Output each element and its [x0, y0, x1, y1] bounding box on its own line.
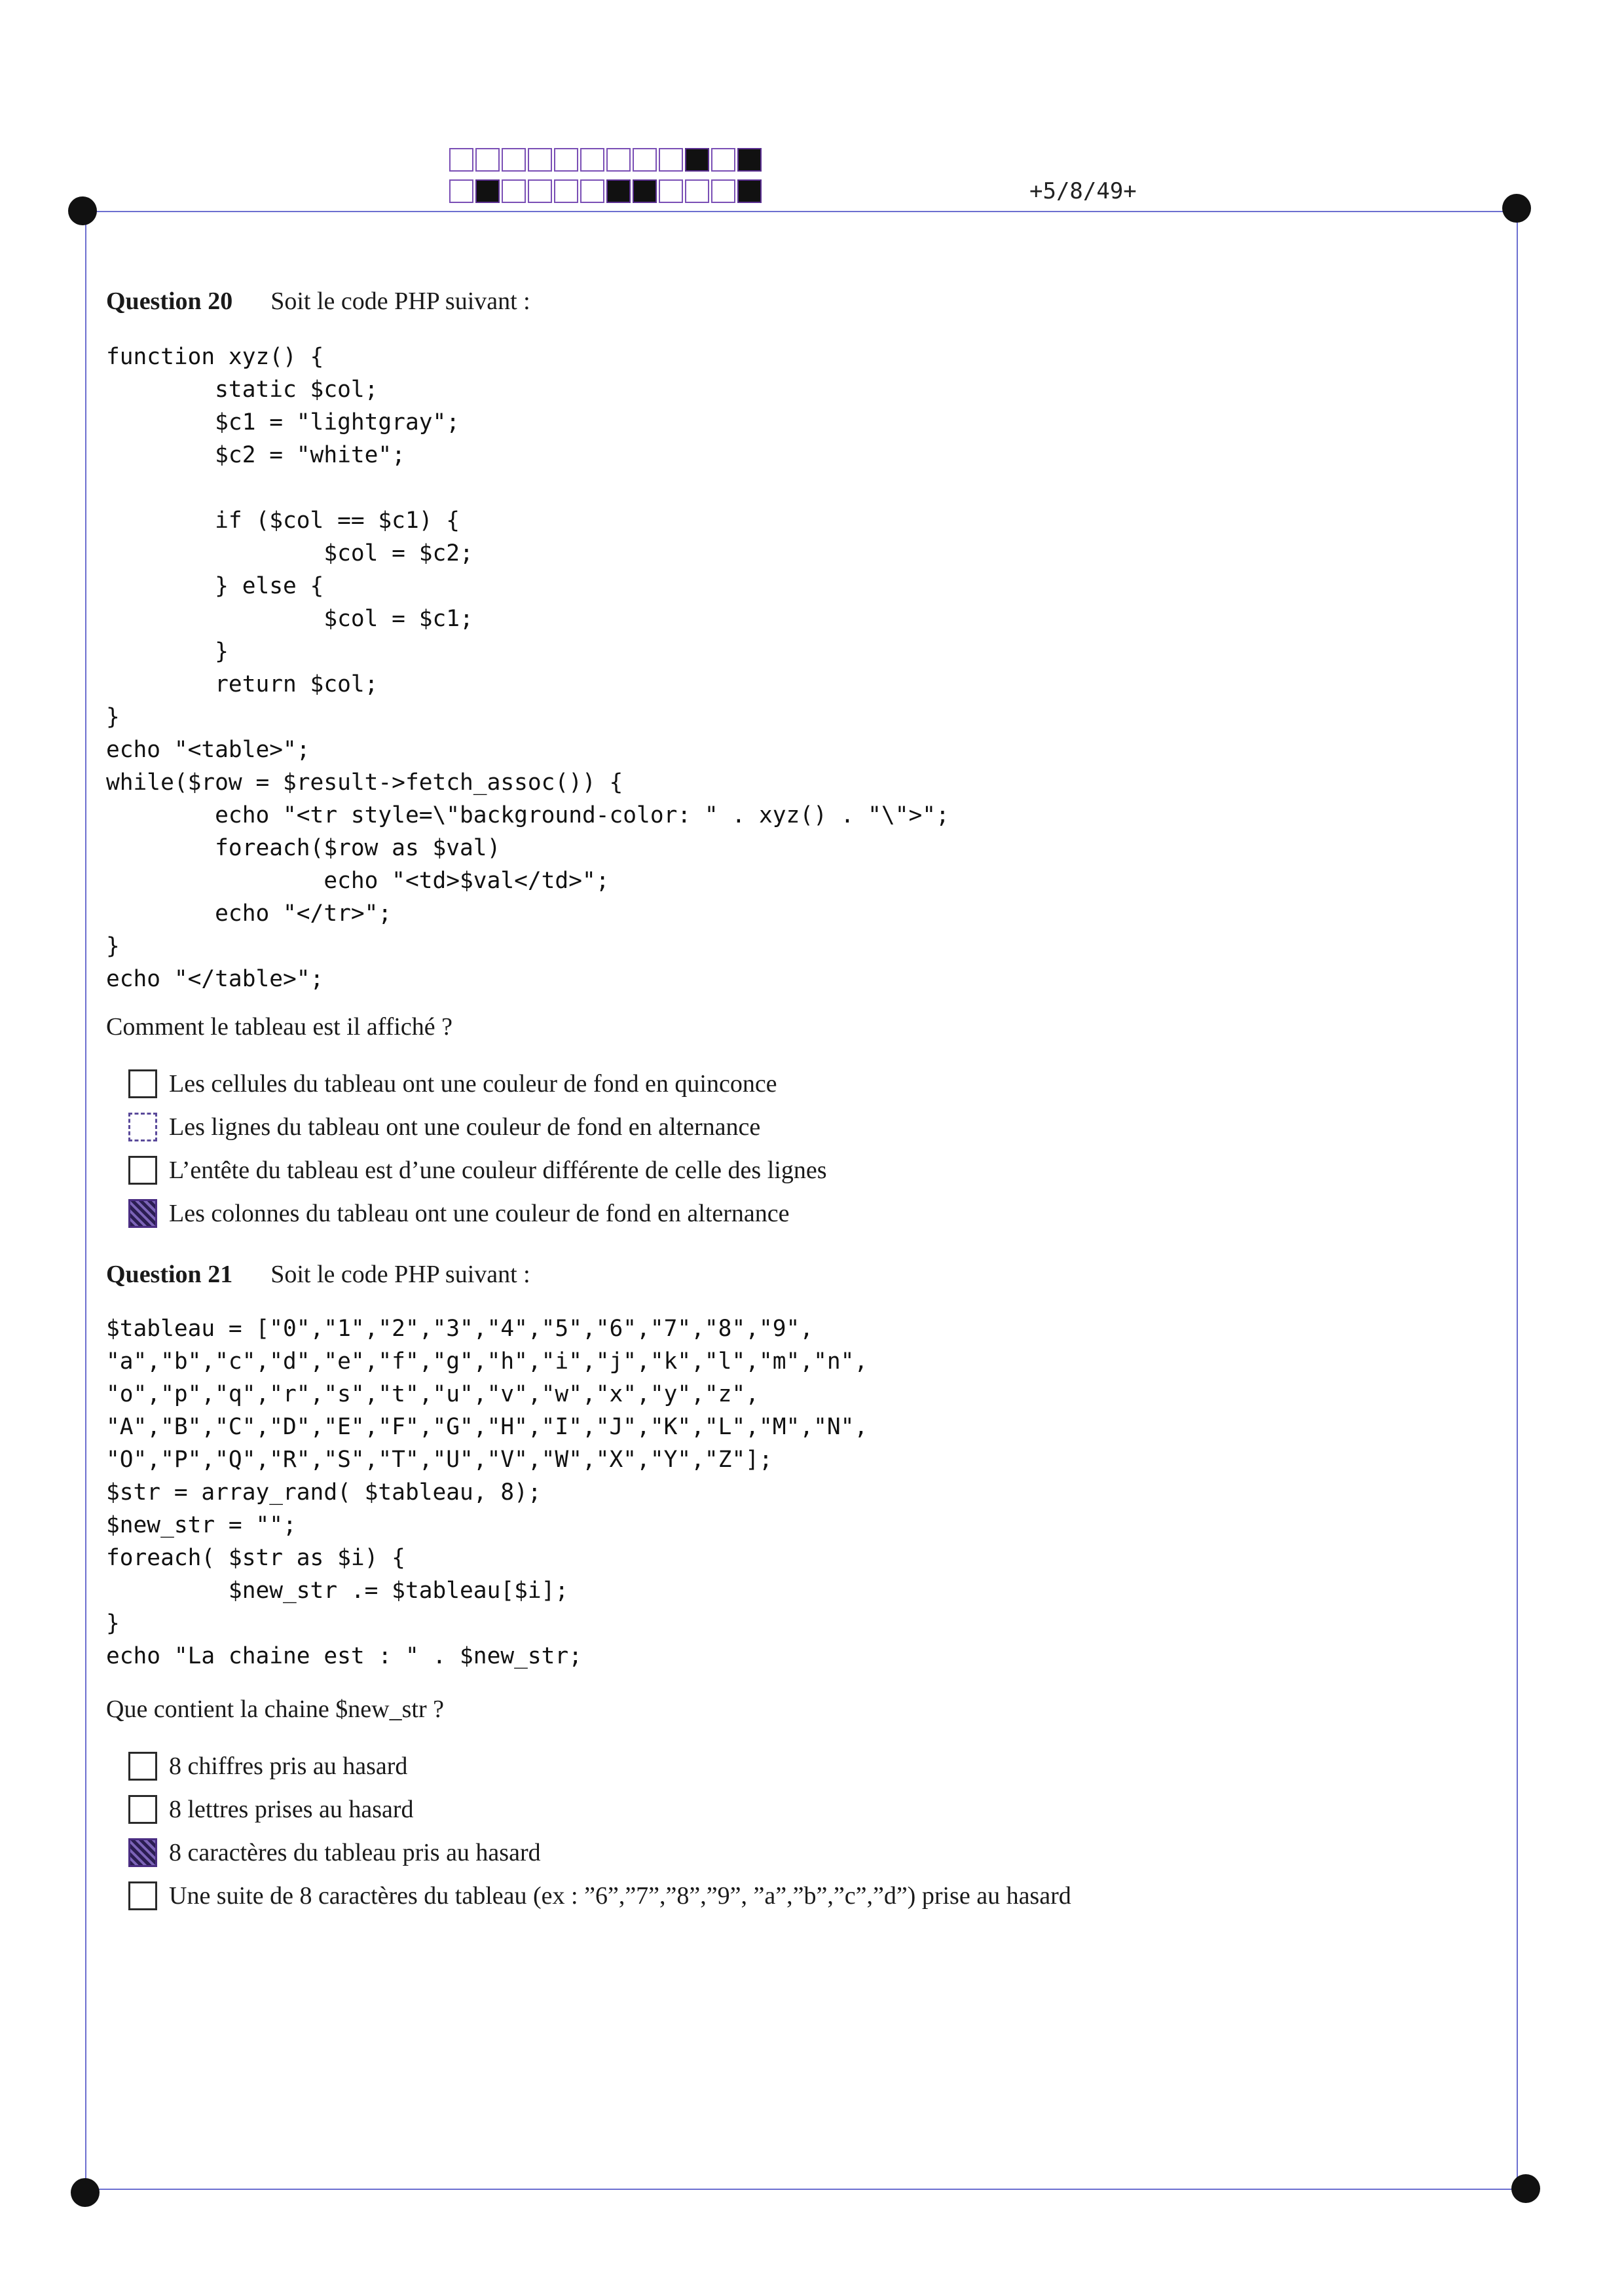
registration-mark-bottom-left: [71, 2178, 100, 2207]
answer-checkbox[interactable]: [128, 1113, 157, 1141]
id-code-cell: [659, 179, 683, 203]
id-code-cell: [475, 148, 500, 172]
registration-mark-top-right: [1502, 194, 1531, 223]
id-code-cell: [554, 179, 578, 203]
answer-option[interactable]: [128, 1745, 1071, 1788]
id-code-cell: [737, 148, 762, 172]
registration-mark-top-left: [68, 196, 97, 225]
answer-option[interactable]: [128, 1874, 1071, 1917]
id-code-cell: [711, 148, 735, 172]
frame-right-line: [1517, 211, 1518, 2189]
id-code-cell: [685, 148, 709, 172]
question-20-prompt: Comment le tableau est il affiché ?: [106, 1013, 452, 1041]
answer-label: 8 lettres prises au hasard: [169, 1796, 414, 1823]
answer-option[interactable]: [128, 1149, 826, 1192]
page-code: +5/8/49+: [1029, 178, 1137, 204]
id-code-cell: [580, 179, 604, 203]
question-intro: Soit le code PHP suivant :: [270, 287, 530, 315]
id-code-cell: [502, 179, 526, 203]
answer-option[interactable]: [128, 1192, 826, 1235]
id-code-row: [449, 179, 762, 206]
answer-label: 8 chiffres pris au hasard: [169, 1752, 408, 1780]
id-code-cell: [711, 179, 735, 203]
id-code-cell: [633, 148, 657, 172]
question-21-header: [106, 1260, 530, 1289]
id-code-cell: [449, 148, 473, 172]
question-20-options: [128, 1062, 826, 1235]
question-21-options: [128, 1745, 1071, 1917]
id-code-row: [449, 148, 762, 174]
id-code-cell: [737, 179, 762, 203]
registration-mark-bottom-right: [1511, 2174, 1540, 2203]
question-intro: Soit le code PHP suivant :: [270, 1261, 530, 1288]
frame-top-line: [85, 211, 1517, 212]
answer-option[interactable]: [128, 1062, 826, 1105]
answer-option[interactable]: [128, 1831, 1071, 1874]
answer-checkbox[interactable]: [128, 1199, 157, 1228]
id-code-cell: [633, 179, 657, 203]
id-code-cell: [554, 148, 578, 172]
id-code-cell: [606, 148, 631, 172]
answer-option[interactable]: [128, 1105, 826, 1149]
id-code-cell: [449, 179, 473, 203]
answer-checkbox[interactable]: [128, 1795, 157, 1824]
question-20-code: function xyz() { static $col; $c1 = "lightgray"; $c2 = "white"; if ($col == $c1) { $col = $c2; } else { $col = $c1; } return $col; } echo "<table>"; while($row = $result->fetch_assoc()) { echo "<tr style=\"background-color: " . xyz() . "\">"; foreach($row as $val) echo "<td>$val</td>"; echo "</tr>"; } echo "</table>";: [106, 344, 950, 992]
answer-option[interactable]: [128, 1788, 1071, 1831]
id-code-cell: [606, 179, 631, 203]
answer-checkbox[interactable]: [128, 1156, 157, 1185]
question-number: Question 20: [106, 287, 233, 315]
answer-checkbox[interactable]: [128, 1881, 157, 1910]
answer-checkbox[interactable]: [128, 1069, 157, 1098]
question-20-header: [106, 287, 530, 316]
id-code-cell: [528, 179, 552, 203]
answer-label: Une suite de 8 caractères du tableau (ex : ”6”,”7”,”8”,”9”, ”a”,”b”,”c”,”d”) prise au hasard: [169, 1882, 1071, 1910]
question-number: Question 21: [106, 1261, 233, 1288]
answer-label: Les lignes du tableau ont une couleur de fond en alternance: [169, 1113, 761, 1141]
answer-label: 8 caractères du tableau pris au hasard: [169, 1839, 541, 1866]
frame-left-line: [85, 211, 86, 2189]
answer-label: Les colonnes du tableau ont une couleur de fond en alternance: [169, 1200, 790, 1227]
question-21-code: $tableau = ["0","1","2","3","4","5","6","7","8","9", "a","b","c","d","e","f","g","h","i","j","k","l","m","n", "o","p","q","r","s","t","u","v","w","x","y","z", "A","B","C","D","E","F","G","H","I","J","K","L","M","N", "O","P","Q","R","S","T","U","V","W","X","Y","Z"]; $str = array_rand( $tableau, 8); $new_str = ""; foreach( $str as $i) { $new_str .= $tableau[$i]; } echo "La chaine est : " . $new_str;: [106, 1316, 868, 1669]
student-id-code: [449, 148, 762, 211]
id-code-cell: [528, 148, 552, 172]
question-21-prompt: Que contient la chaine $new_str ?: [106, 1695, 444, 1723]
id-code-cell: [580, 148, 604, 172]
answer-checkbox[interactable]: [128, 1838, 157, 1867]
id-code-cell: [659, 148, 683, 172]
frame-bottom-line: [85, 2189, 1526, 2190]
answer-label: L’entête du tableau est d’une couleur différente de celle des lignes: [169, 1157, 827, 1184]
id-code-cell: [685, 179, 709, 203]
id-code-cell: [475, 179, 500, 203]
answer-checkbox[interactable]: [128, 1752, 157, 1781]
id-code-cell: [502, 148, 526, 172]
answer-label: Les cellules du tableau ont une couleur de fond en quinconce: [169, 1070, 777, 1098]
